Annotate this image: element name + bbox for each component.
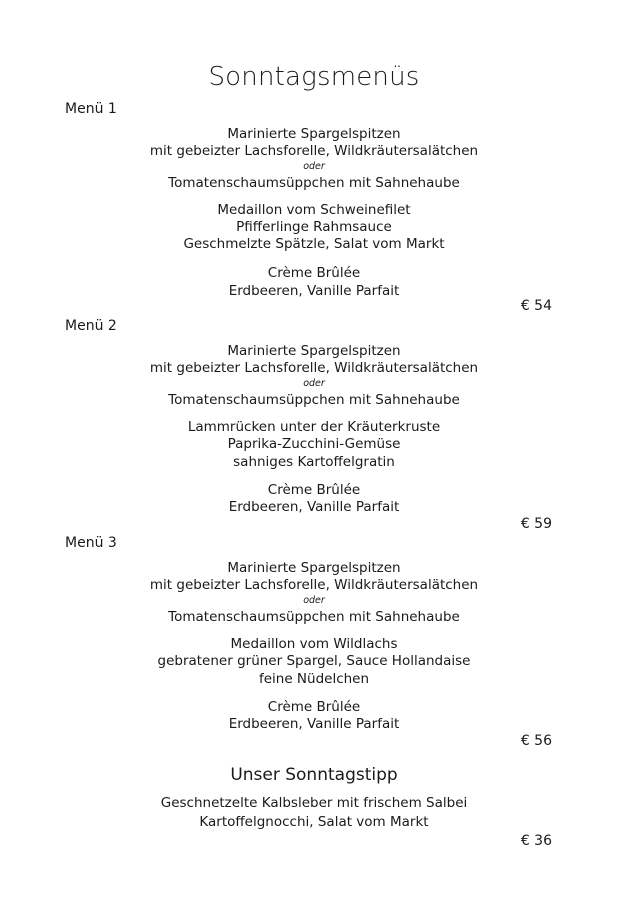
menu-2-soup: Tomatenschaumsüppchen mit Sahnehaube [168,392,460,408]
menu-3-starter-line-1: Marinierte Spargelspitzen [227,560,401,576]
menu-2-starter-line-2: mit gebeizter Lachsforelle, Wildkräutersalätchen [149,360,479,376]
menu-2-price: € 59 [520,516,552,532]
menu-2-dessert-line-2: Erdbeeren, Vanille Parfait [228,499,400,515]
menu-2-or: oder [303,378,325,389]
menu-3-or: oder [303,595,325,606]
menu-1-main-line-1: Medaillon vom Schweinefilet [217,202,411,218]
menu-2-label: Menü 2 [65,318,117,334]
menu-3-main-line-1: Medaillon vom Wildlachs [230,636,398,652]
menu-2-main-line-3: sahniges Kartoffelgratin [233,454,395,470]
menu-3-dessert-line-1: Crème Brûlée [267,699,361,715]
menu-3-label: Menü 3 [65,535,117,551]
menu-1-or: oder [303,161,325,172]
menu-1-starter-line-2: mit gebeizter Lachsforelle, Wildkräutersalätchen [149,143,479,159]
menu-1-starter-line-1: Marinierte Spargelspitzen [227,126,401,142]
menu-2-main-line-2: Paprika-Zucchini-Gemüse [227,436,401,452]
menu-1-price: € 54 [520,298,552,314]
menu-2-main-line-1: Lammrücken unter der Kräuterkruste [187,419,441,435]
menu-1-soup: Tomatenschaumsüppchen mit Sahnehaube [168,175,460,191]
tip-line-2: Kartoffelgnocchi, Salat vom Markt [199,814,429,830]
menu-3-main-line-3: feine Nüdelchen [258,671,370,687]
tip-title: Unser Sonntagstipp [230,765,398,785]
menu-1-label: Menü 1 [65,101,117,117]
tip-price: € 36 [520,833,552,849]
menu-3-soup: Tomatenschaumsüppchen mit Sahnehaube [168,609,460,625]
menu-3-price: € 56 [520,733,552,749]
menu-2-dessert-line-1: Crème Brûlée [267,482,361,498]
menu-1-dessert-line-1: Crème Brûlée [267,265,361,281]
menu-3-dessert-line-2: Erdbeeren, Vanille Parfait [228,716,400,732]
page-title: Sonntagsmenüs [208,62,420,92]
menu-1-main-line-3: Geschmelzte Spätzle, Salat vom Markt [183,236,445,252]
tip-line-1: Geschnetzelte Kalbsleber mit frischem Salbei [160,795,468,811]
menu-2-starter-line-1: Marinierte Spargelspitzen [227,343,401,359]
menu-3-starter-line-2: mit gebeizter Lachsforelle, Wildkräutersalätchen [149,577,479,593]
menu-1-dessert-line-2: Erdbeeren, Vanille Parfait [228,283,400,299]
menu-1-main-line-2: Pfifferlinge Rahmsauce [236,219,392,235]
menu-3-main-line-2: gebratener grüner Spargel, Sauce Hollandaise [157,653,471,669]
